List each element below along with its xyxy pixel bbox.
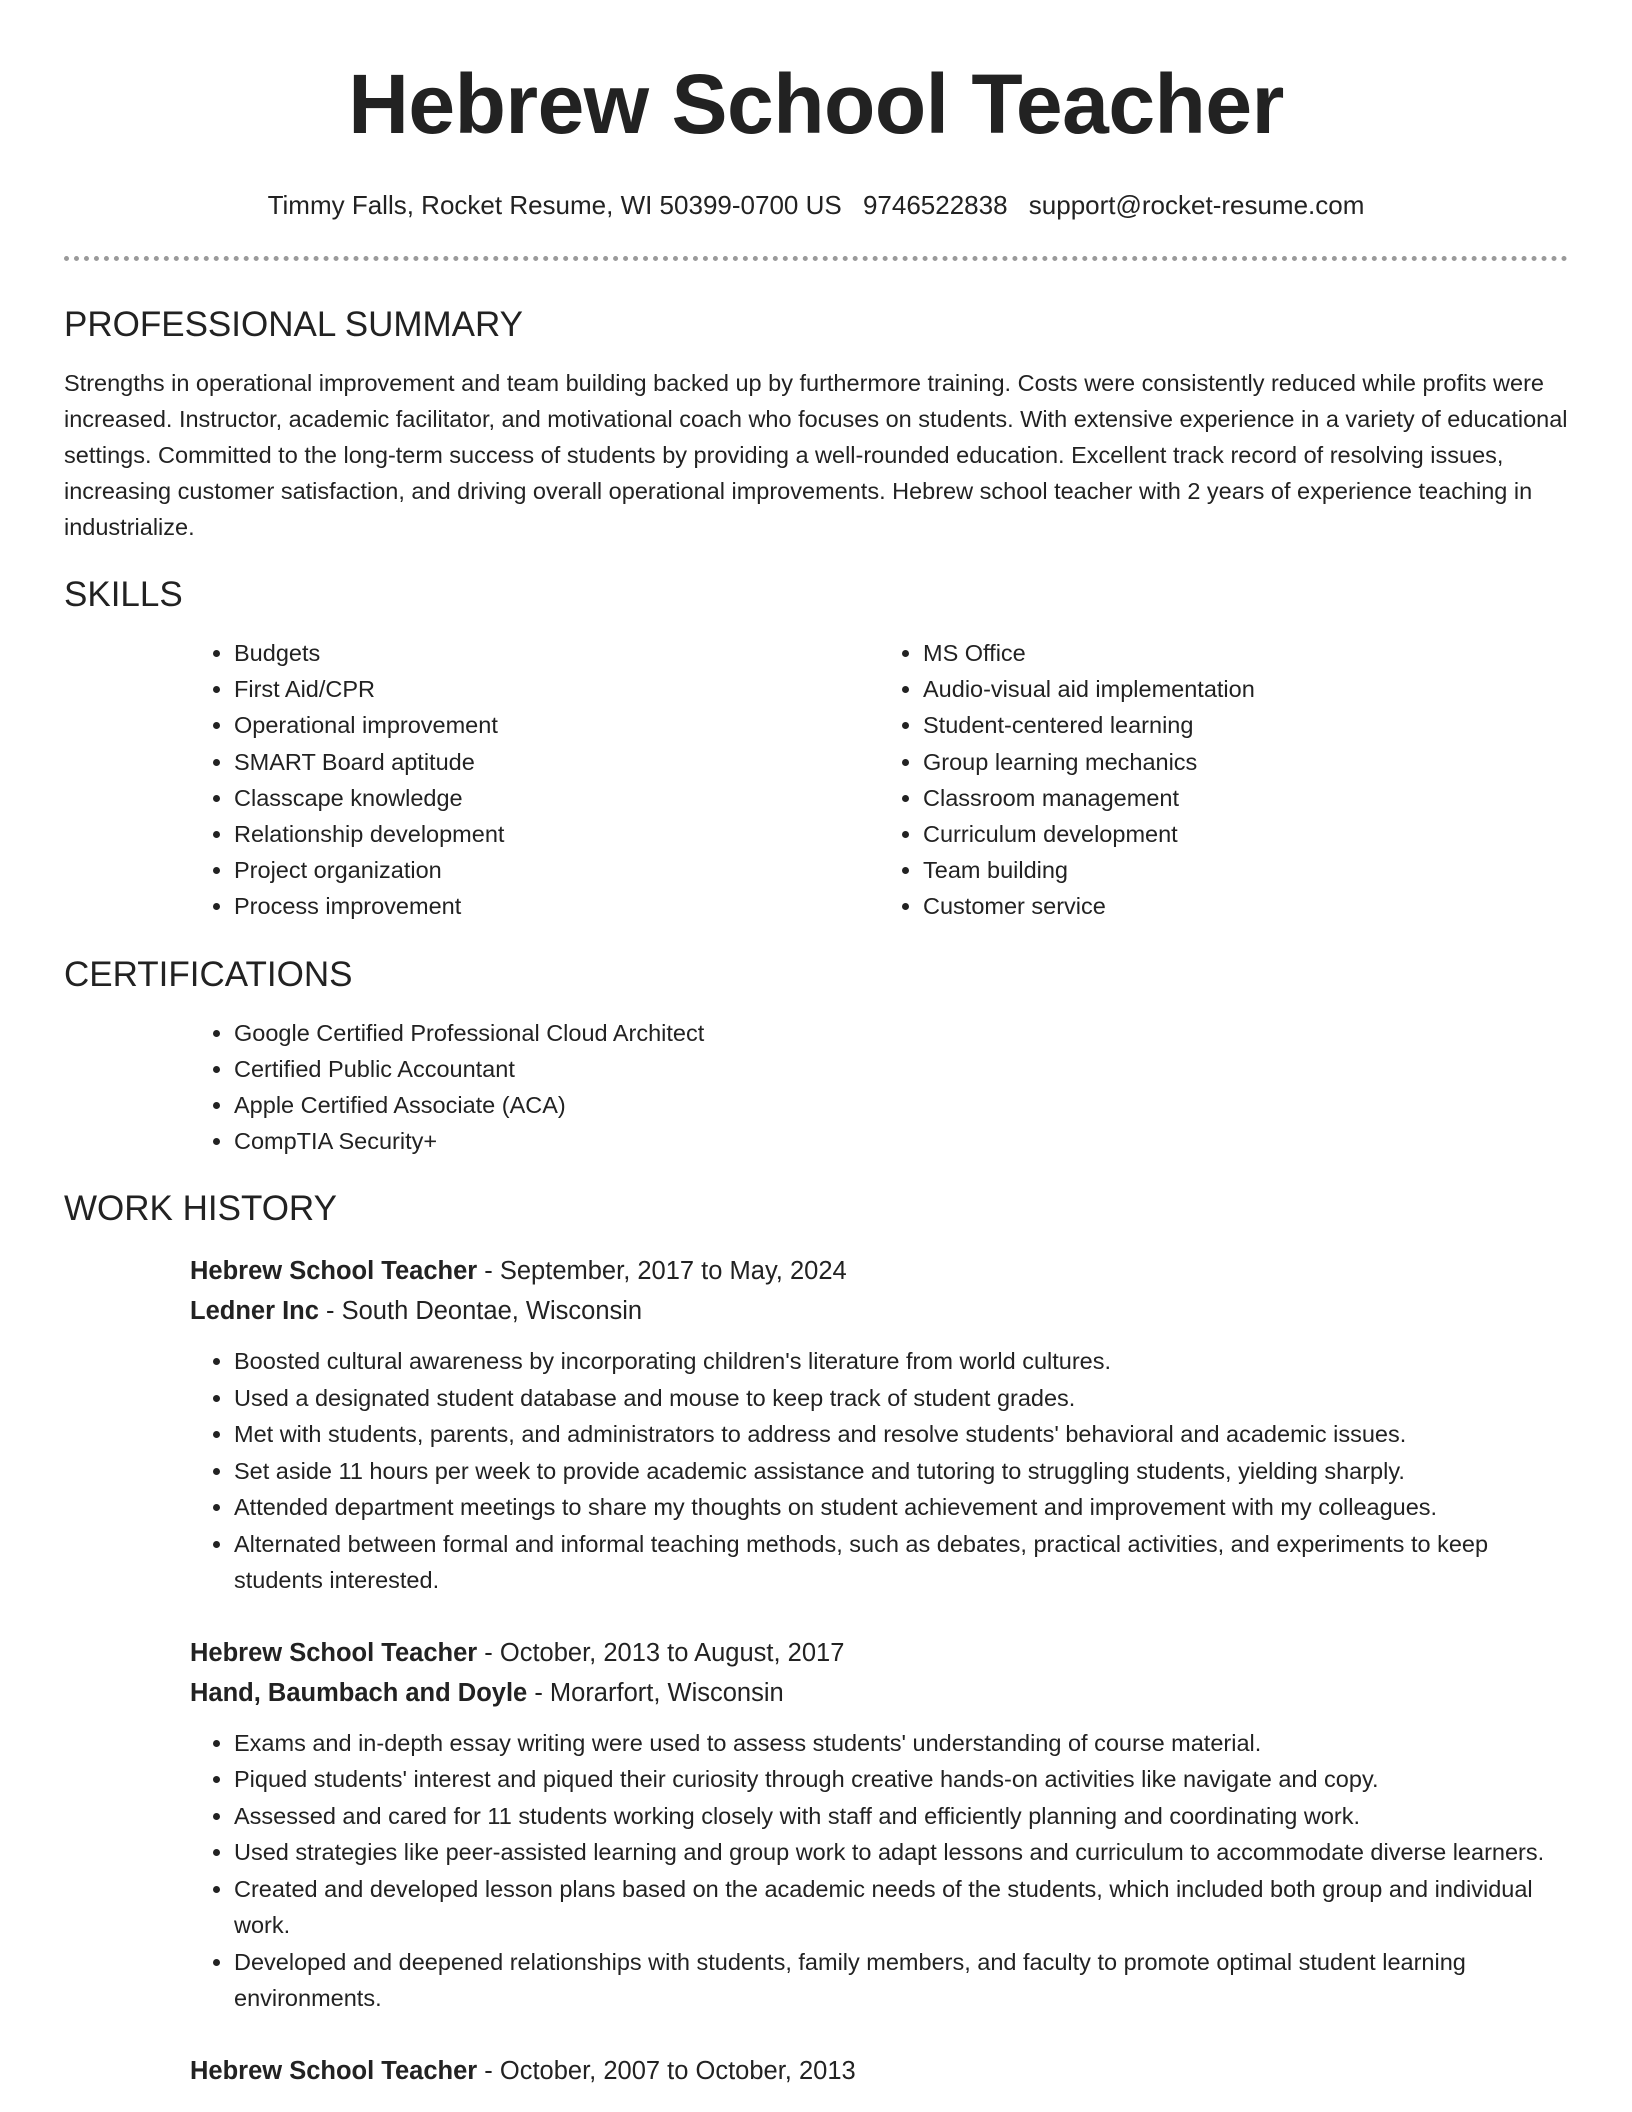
certifications-heading: CERTIFICATIONS xyxy=(64,954,353,994)
resume-title: Hebrew School Teacher xyxy=(348,57,1284,151)
skills-column-right xyxy=(879,635,1568,925)
job-bullet: • Used a designated student database and mouse to keep track of student grades. xyxy=(234,1380,1568,1417)
skill-item: • Group learning mechanics xyxy=(923,744,1568,780)
job-title-line xyxy=(190,1633,1568,1673)
certification-item: • Apple Certified Associate (ACA) xyxy=(234,1087,1568,1123)
job-bullet: • Piqued students' interest and piqued their curiosity through creative hands-on activities like navigate and copy. xyxy=(234,1761,1568,1798)
work-history-heading: WORK HISTORY xyxy=(64,1189,337,1229)
skill-item: • Classcape knowledge xyxy=(234,780,879,816)
skills-column-left xyxy=(190,635,879,925)
job-dates: - September, 2017 to May, 2024 xyxy=(477,1257,847,1286)
certifications-list xyxy=(190,1015,1568,1160)
skill-item: • Operational improvement xyxy=(234,707,879,743)
job-entry xyxy=(190,1251,1568,1599)
job-bullet: • Developed and deepened relationships with students, family members, and faculty to promote optimal student learning environments. xyxy=(234,1944,1568,2017)
skill-item: • Project organization xyxy=(234,852,879,888)
job-location: - South Deontae, Wisconsin xyxy=(318,1297,643,1326)
job-entry xyxy=(190,2051,1568,2091)
contact-address: Timmy Falls, Rocket Resume, WI 50399-0700 US xyxy=(267,190,842,220)
job-bullets xyxy=(190,1725,1568,2017)
job-bullet: • Met with students, parents, and administrators to address and resolve students' behavioral and academic issues. xyxy=(234,1416,1568,1453)
job-role: Hebrew School Teacher xyxy=(190,1257,478,1286)
job-bullet: • Used strategies like peer-assisted learning and group work to adapt lessons and curriculum to accommodate diverse learners. xyxy=(234,1834,1568,1871)
skill-item: • SMART Board aptitude xyxy=(234,744,879,780)
skill-item: • Process improvement xyxy=(234,888,879,924)
job-company: Hand, Baumbach and Doyle xyxy=(190,1678,528,1707)
skill-item: • MS Office xyxy=(923,635,1568,671)
resume-page xyxy=(64,0,1568,2091)
contact-email: support@rocket-resume.com xyxy=(1028,190,1365,220)
job-bullet: • Alternated between formal and informal teaching methods, such as debates, practical activities, and experiments to keep students interested. xyxy=(234,1526,1568,1599)
job-bullet: • Boosted cultural awareness by incorporating children's literature from world cultures. xyxy=(234,1343,1568,1380)
contact-line xyxy=(64,190,1568,220)
job-company: Ledner Inc xyxy=(190,1297,319,1326)
skill-item: • Customer service xyxy=(923,888,1568,924)
job-bullet: • Created and developed lesson plans based on the academic needs of the students, which included both group and individual work. xyxy=(234,1871,1568,1944)
skill-item: • First Aid/CPR xyxy=(234,671,879,707)
skill-item: • Audio-visual aid implementation xyxy=(923,671,1568,707)
job-location: - Morarfort, Wisconsin xyxy=(527,1678,784,1707)
job-bullet: • Assessed and cared for 11 students working closely with staff and efficiently planning and coordinating work. xyxy=(234,1798,1568,1835)
skills-heading: SKILLS xyxy=(64,575,183,614)
job-dates: - October, 2007 to October, 2013 xyxy=(477,2056,856,2085)
skill-item: • Team building xyxy=(923,852,1568,888)
job-bullet: • Attended department meetings to share my thoughts on student achievement and improvement with my colleagues. xyxy=(234,1489,1568,1526)
job-role: Hebrew School Teacher xyxy=(190,1638,478,1667)
skill-item: • Classroom management xyxy=(923,780,1568,816)
job-company-line xyxy=(190,1291,1568,1331)
header-divider xyxy=(64,256,1568,261)
summary-text: Strengths in operational improvement and team building backed up by furthermore training. Costs were consistently reduced while profits were increased. Instructor, academic facilitator, and motivational coach who focuses on students. With extensive experience in a variety of educational settings. Committed to the long-term success of students by providing a well-rounded education. Excellent track record of resolving issues, increasing customer satisfaction, and driving overall operational improvements. Hebrew school teacher with 2 years of experience teaching in industrialize. xyxy=(64,370,1568,540)
skill-item: • Relationship development xyxy=(234,816,879,852)
certification-item: • Google Certified Professional Cloud Architect xyxy=(234,1015,1568,1051)
skill-item: • Student-centered learning xyxy=(923,707,1568,743)
job-title-line xyxy=(190,1251,1568,1291)
job-entry xyxy=(190,1633,1568,2017)
job-role: Hebrew School Teacher xyxy=(190,2056,478,2085)
job-dates: - October, 2013 to August, 2017 xyxy=(477,1638,845,1667)
job-bullet: • Set aside 11 hours per week to provide academic assistance and tutoring to struggling students, yielding sharply. xyxy=(234,1453,1568,1490)
job-bullet: • Exams and in-depth essay writing were used to assess students' understanding of course material. xyxy=(234,1725,1568,1762)
summary-heading: PROFESSIONAL SUMMARY xyxy=(64,305,523,344)
job-company-line xyxy=(190,1673,1568,1713)
certification-item: • CompTIA Security+ xyxy=(234,1123,1568,1159)
skills-list xyxy=(190,635,1568,925)
job-bullets xyxy=(190,1343,1568,1599)
contact-phone: 9746522838 xyxy=(862,190,1008,220)
skill-item: • Budgets xyxy=(234,635,879,671)
certification-item: • Certified Public Accountant xyxy=(234,1051,1568,1087)
skill-item: • Curriculum development xyxy=(923,816,1568,852)
job-title-line xyxy=(190,2051,1568,2091)
